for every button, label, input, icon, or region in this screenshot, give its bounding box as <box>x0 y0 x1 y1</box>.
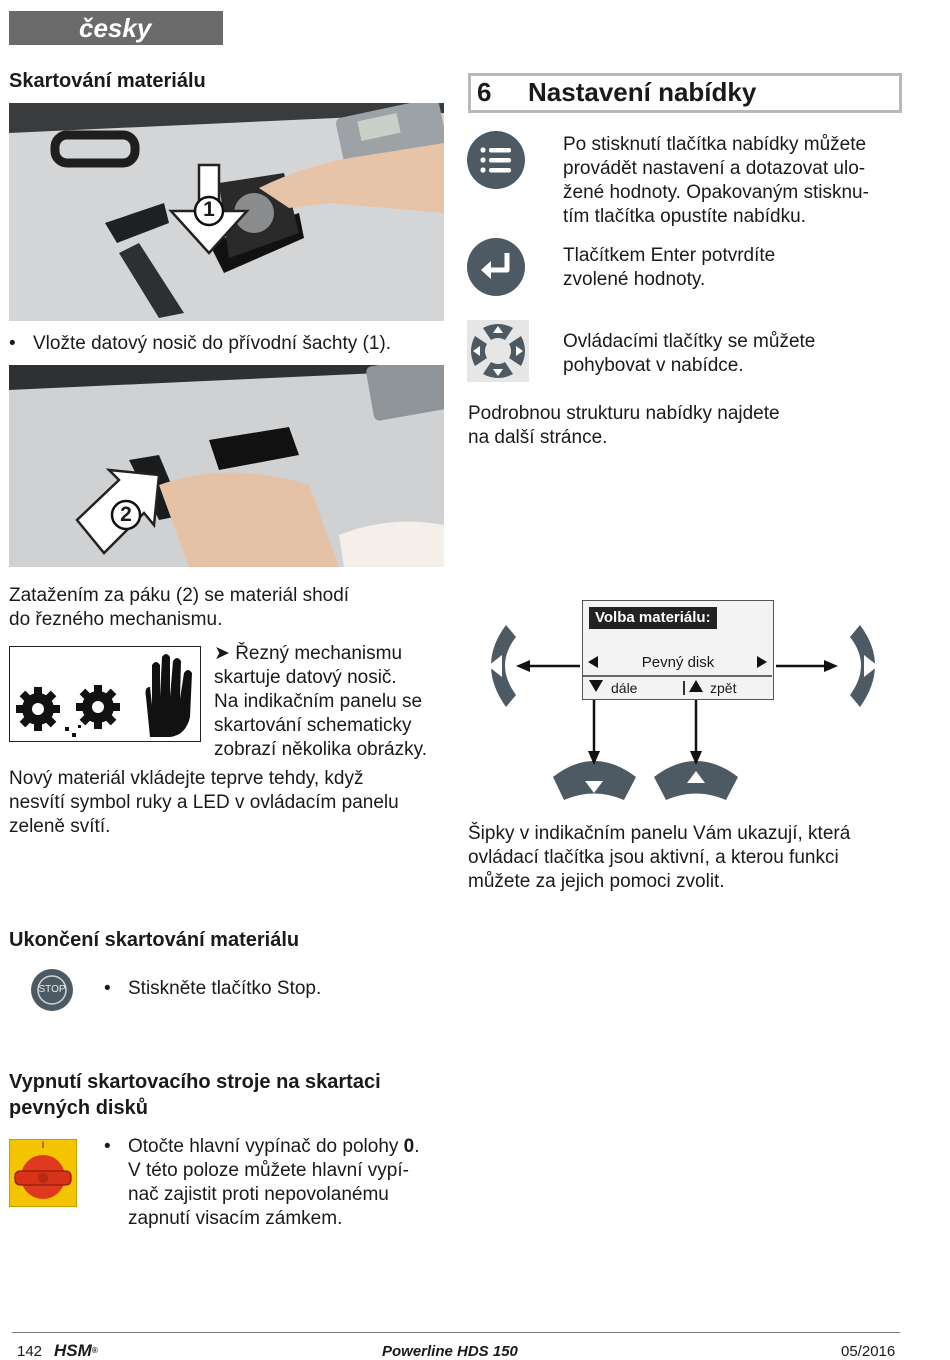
lcd-up-label: zpět <box>710 680 737 696</box>
para-lever-line: do řezného mechanismu. <box>9 609 223 630</box>
para-new-material-line: Nový materiál vkládejte teprve tehdy, když <box>9 768 364 789</box>
photo1-badge: 1 <box>203 198 215 221</box>
nav-text <box>563 330 815 378</box>
heading-end-shredding: Ukončení skartování materiálu <box>9 929 300 951</box>
section-title: Nastavení nabídky <box>528 77 757 107</box>
para-new-material-line: nesvítí symbol ruky a LED v ovládacím panelu <box>9 792 399 813</box>
structure-text-line: Podrobnou strukturu nabídky najdete <box>468 403 780 424</box>
lcd-down-label: dále <box>611 680 638 696</box>
photo-insert-disk <box>9 103 444 321</box>
menu-list-icon <box>467 131 525 189</box>
photo2-badge: 2 <box>120 503 132 526</box>
language-tab: česky <box>9 11 223 45</box>
bullet-switch-dot: . <box>414 1136 420 1157</box>
lcd-up-arrow-icon <box>689 680 703 692</box>
menu-text-line: tím tlačítka opustíte nabídku. <box>563 206 806 227</box>
arrows-text-line: ovládací tlačítka jsou aktivní, a kterou funkci <box>468 847 839 868</box>
structure-text-line: na další stránce. <box>468 427 608 448</box>
up-nav-button-icon <box>654 761 738 800</box>
brand-registered-mark: ® <box>91 1346 98 1355</box>
para-new-material-line: zeleně svítí. <box>9 816 111 837</box>
result-line: ➤ Řezný mechanismu <box>214 643 403 664</box>
para-lever <box>9 584 349 632</box>
footer-rule <box>12 1332 900 1333</box>
gears-and-hand-icon <box>10 647 200 741</box>
lcd-title: Volba materiálu: <box>589 607 717 629</box>
enter-return-icon <box>467 238 525 296</box>
section-number: 6 <box>477 77 492 107</box>
heading-switch-off-line: pevných disků <box>9 1097 148 1119</box>
page-number: 142 <box>17 1343 43 1360</box>
photo-pull-lever <box>9 365 444 567</box>
right-nav-button-icon <box>850 625 878 707</box>
down-nav-button-icon <box>553 761 636 800</box>
stop-button-icon <box>30 968 74 1012</box>
nav-text-line: pohybovat v nabídce. <box>563 355 744 376</box>
menu-text-line: Po stisknutí tlačítka nabídky můžete <box>563 134 867 155</box>
brand-logo <box>54 1341 98 1360</box>
enter-button-icon <box>467 238 525 296</box>
photo-pull-lever-illustration <box>9 365 444 567</box>
stop-icon-label: STOP <box>38 984 66 995</box>
bullet-switch-line: nač zajistit proti nepovolanému <box>128 1184 389 1205</box>
lcd-value: Pevný disk <box>641 654 715 671</box>
switch-mark: I <box>41 1140 45 1150</box>
result-line: zobrazí několika obrázky. <box>214 739 427 760</box>
bullet-switch-line: V této poloze můžete hlavní vypí- <box>128 1160 409 1181</box>
bullet-switch-lead: Otočte hlavní vypínač do polohy <box>128 1136 404 1157</box>
nav-text-line: Ovládacími tlačítky se můžete <box>563 331 816 352</box>
left-nav-button-icon <box>488 625 516 707</box>
result-line: skartuje datový nosič. <box>214 667 397 688</box>
heading-switch-off <box>9 1069 381 1121</box>
enter-text <box>563 244 775 292</box>
bullet-insert: • Vložte datový nosič do přívodní šachty (1). <box>33 332 391 356</box>
bullet-switch-bold: 0 <box>403 1136 415 1157</box>
lcd-divider <box>583 675 772 677</box>
lcd-separator <box>683 681 685 695</box>
heading-shredding: Skartování materiálu <box>9 70 206 92</box>
menu-button-icon <box>467 131 525 189</box>
lcd-display <box>582 600 774 700</box>
bullet-switch-line: zapnutí visacím zámkem. <box>128 1208 343 1229</box>
bullet-switch <box>128 1135 420 1231</box>
structure-text <box>468 402 780 450</box>
lcd-right-arrow-icon <box>757 656 767 668</box>
result-line: Na indikačním panelu se <box>214 691 423 712</box>
arrows-text-line: můžete za jejich pomoci zvolit. <box>468 871 725 892</box>
arrows-text <box>468 822 850 894</box>
heading-switch-off-line: Vypnutí skartovacího stroje na skartaci <box>9 1071 381 1093</box>
menu-text <box>563 133 869 229</box>
para-lever-line: Zatažením za páku (2) se materiál shodí <box>9 585 350 606</box>
enter-text-line: Tlačítkem Enter potvrdíte <box>563 245 776 266</box>
result-text <box>214 642 427 762</box>
navigation-pad-icon <box>467 320 529 382</box>
brand-logo-text: HSM <box>54 1341 92 1360</box>
model-name: Powerline HDS 150 <box>382 1343 518 1360</box>
lcd-down-arrow-icon <box>589 680 603 692</box>
gears-hand-display-icon <box>9 646 201 742</box>
four-arrow-pad-icon <box>467 320 529 382</box>
footer-date: 05/2016 <box>841 1343 896 1360</box>
bullet-switch-first-line <box>128 1135 420 1159</box>
para-new-material <box>9 767 399 839</box>
arrows-text-line: Šipky v indikačním panelu Vám ukazují, která <box>468 823 851 844</box>
menu-text-line: provádět nastavení a dotazovat ulo- <box>563 158 866 179</box>
bullet-stop: • Stiskněte tlačítko Stop. <box>128 977 321 1001</box>
result-line: skartování schematicky <box>214 715 412 736</box>
main-switch-icon <box>9 1139 77 1207</box>
enter-text-line: zvolené hodnoty. <box>563 269 706 290</box>
menu-text-line: žené hodnoty. Opakovaným stisknu- <box>563 182 869 203</box>
photo-insert-disk-illustration <box>9 103 444 321</box>
